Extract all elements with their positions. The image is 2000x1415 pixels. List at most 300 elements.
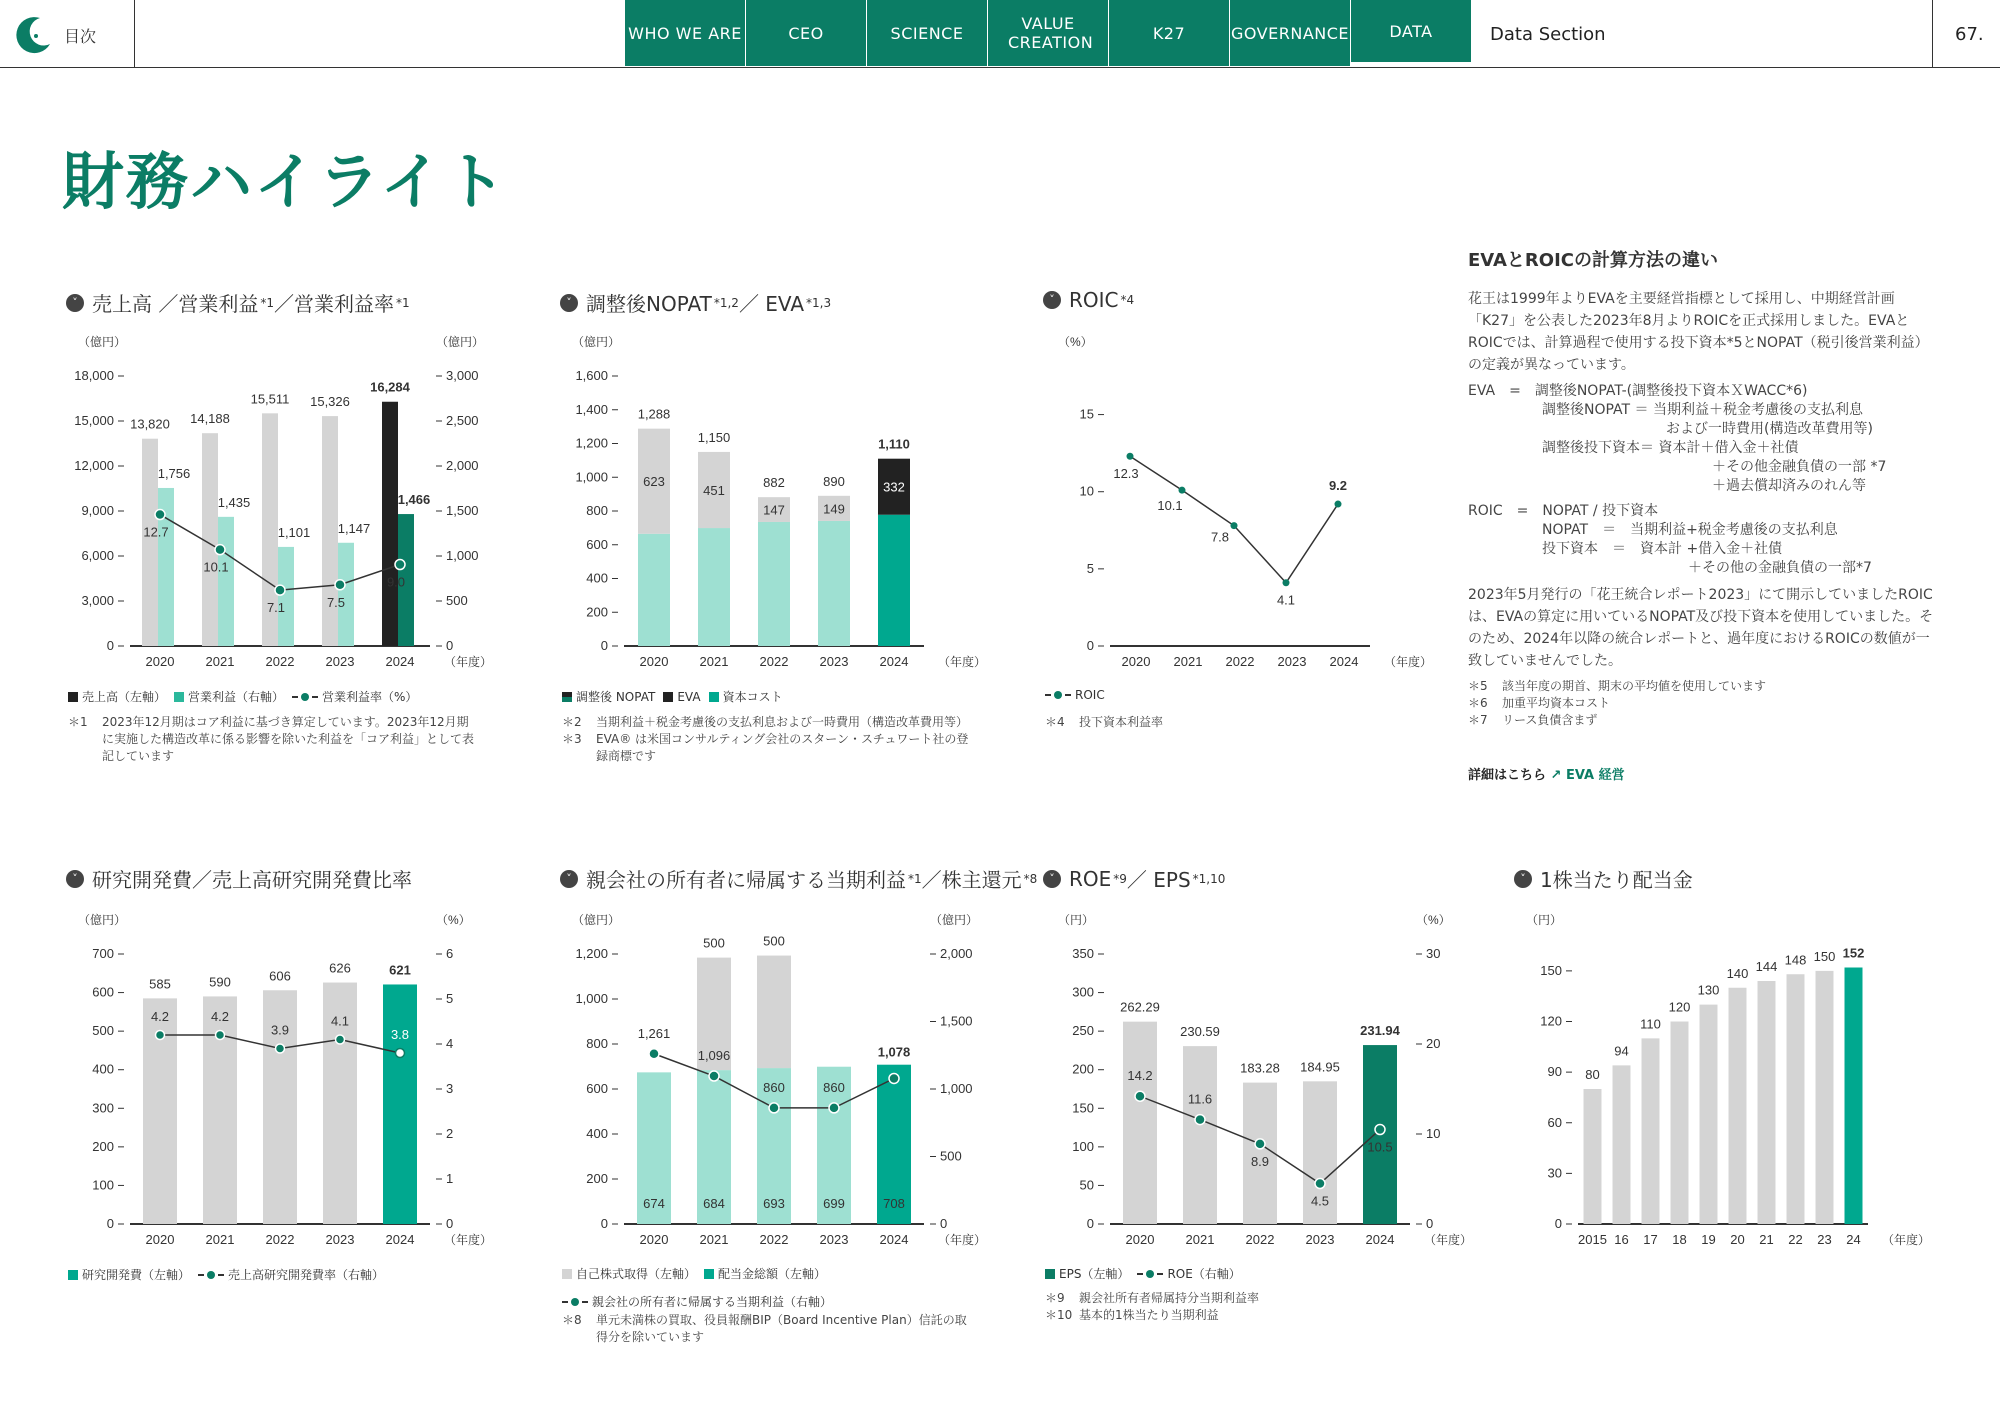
panel-title-text: ROIC <box>1069 288 1119 312</box>
data-label: 860 <box>823 1079 845 1095</box>
bar-eps <box>1183 1046 1217 1224</box>
data-label: 230.59 <box>1180 1024 1220 1040</box>
data-label: 626 <box>329 960 351 976</box>
footnote-ref: *1 <box>396 295 410 310</box>
tick-label-right: 6 <box>446 946 454 961</box>
tick-label-left: 0 <box>1086 638 1094 653</box>
x-tick-label: 2021 <box>699 654 729 669</box>
data-label: 15,511 <box>250 391 290 407</box>
tick-label-right: 0 <box>1426 1216 1434 1231</box>
note-text: 該当年度の期首、期末の平均値を使用しています <box>1502 679 1767 693</box>
formula-line: 投下資本 ＝ 資本計 +借入金＋社債 <box>1542 541 1783 557</box>
note-mark: ＊2 <box>562 715 582 729</box>
note-mark: ＊5 <box>1468 679 1488 693</box>
axis-unit-right: （億円） <box>930 913 979 927</box>
formula-line: 調整後投下資本＝ 資本計＋借入金＋社債 <box>1542 440 1799 456</box>
data-label: 11.6 <box>1187 1091 1213 1107</box>
formula-line: NOPAT ＝ 当期利益+税金考慮後の支払利息 <box>1542 522 1838 538</box>
net-income-point <box>889 1073 899 1083</box>
divider <box>134 0 135 68</box>
x-tick-label: 2023 <box>325 654 355 669</box>
x-tick-label: 2022 <box>1245 1232 1275 1247</box>
panel-title-text: ／営業利益率 <box>274 292 394 316</box>
legend-swatch <box>562 1269 572 1279</box>
eva-link[interactable] <box>1468 764 1625 783</box>
bar-dividend <box>1700 1005 1718 1224</box>
bar-sales <box>202 433 218 646</box>
tick-label-left: 150 <box>1072 1100 1094 1116</box>
axis-unit-left: （%） <box>1058 335 1093 349</box>
roe-point <box>1255 1139 1265 1149</box>
footnote-ref: *1 <box>260 295 274 310</box>
chevron-down-icon: ˅ <box>66 870 84 888</box>
legend-swatch <box>68 692 78 702</box>
net-income-point <box>829 1103 839 1113</box>
net-income-point <box>709 1071 719 1081</box>
x-tick-label: 2024 <box>879 654 909 669</box>
tick-label-left: 0 <box>1554 1216 1562 1231</box>
tick-label-left: 400 <box>586 570 608 586</box>
data-label: 1,101 <box>277 524 311 540</box>
legend-label: ROIC <box>1075 688 1105 702</box>
info-notes <box>1468 678 1936 729</box>
legend-label: 自己株式取得（左軸） <box>576 1267 697 1281</box>
data-label: 500 <box>763 933 785 949</box>
legend-rd <box>68 1266 488 1283</box>
x-axis-unit: （年度） <box>938 655 987 669</box>
panel-title-text: 研究開発費／売上高研究開発費比率 <box>92 868 412 892</box>
legend-netincome <box>562 1264 982 1312</box>
x-tick-label: 2024 <box>1329 654 1359 669</box>
x-tick-label: 21 <box>1759 1232 1774 1247</box>
legend-swatch <box>174 692 184 702</box>
nav-ceo[interactable]: CEO <box>746 0 867 66</box>
x-tick-label: 20 <box>1730 1232 1745 1247</box>
nav-governance[interactable]: GOVERNANCE <box>1230 0 1351 66</box>
eva-formula <box>1468 382 1936 496</box>
data-label: 150 <box>1813 948 1836 964</box>
axis-unit-left: （円） <box>1058 913 1095 927</box>
note-mark: ＊3 <box>562 732 582 746</box>
x-axis-unit: （年度） <box>938 1233 987 1247</box>
tick-label-right: 3 <box>446 1081 454 1096</box>
data-label: 130 <box>1697 982 1720 998</box>
data-label: 147 <box>763 502 785 518</box>
footnote-ref: *1 <box>908 871 922 886</box>
x-tick-label: 2021 <box>205 1232 235 1247</box>
main-nav <box>625 0 1472 66</box>
data-label: 110 <box>1640 1016 1661 1032</box>
chevron-down-icon: ˅ <box>1043 870 1061 888</box>
legend-label: 営業利益率（%） <box>322 690 418 704</box>
data-label: 9.2 <box>1328 478 1348 494</box>
notes-roe <box>1045 1290 1425 1324</box>
panel-title-netincome[interactable] <box>560 864 1037 893</box>
toc-link[interactable]: 目次 <box>64 27 97 46</box>
legend-line-icon <box>292 692 318 702</box>
legend-label: 研究開発費（左軸） <box>82 1268 191 1282</box>
data-label: 585 <box>149 976 171 992</box>
legend-nopat <box>562 688 982 705</box>
info-intro: 花王は1999年よりEVAを主要経営指標として採用し、中期経営計画「K27」を公表した2023年8月よりROICを正式採用しました。EVAとROICでは、計算過程で使用する投下資本*5とNOPAT（税引後営業利益）の定義が異なっています。 <box>1468 291 1929 373</box>
chevron-down-icon: ˅ <box>1514 870 1532 888</box>
bar-dividend <box>1758 981 1776 1224</box>
notes-netincome <box>562 1312 972 1346</box>
nav-k27[interactable]: K27 <box>1109 0 1230 66</box>
legend-swatch <box>663 692 673 702</box>
data-label: 183.28 <box>1240 1060 1280 1076</box>
legend-label: EVA <box>677 689 701 704</box>
data-label: 80 <box>1585 1067 1600 1082</box>
x-tick-label: 2020 <box>145 654 175 669</box>
nav-who-we-are[interactable]: WHO WE ARE <box>625 0 746 66</box>
data-label: 7.5 <box>326 594 346 610</box>
data-label: 14.2 <box>1127 1068 1153 1084</box>
info-body <box>1468 288 1936 729</box>
x-tick-label: 2021 <box>699 1232 729 1247</box>
data-label: 3.8 <box>390 1027 410 1042</box>
tick-label-right: 0 <box>446 638 454 653</box>
chart-sales <box>60 330 493 680</box>
tick-label-left: 100 <box>1072 1138 1094 1154</box>
x-tick-label: 2024 <box>879 1232 909 1247</box>
note-text: リース負債含まず <box>1502 713 1598 727</box>
legend-roe <box>1045 1265 1465 1282</box>
data-label: 262.29 <box>1120 999 1160 1015</box>
x-tick-label: 2021 <box>205 654 235 669</box>
x-tick-label: 2021 <box>1173 654 1203 669</box>
tick-label-left: 0 <box>1086 1216 1094 1231</box>
data-label: 1,096 <box>697 1048 731 1064</box>
tick-label-left: 300 <box>1072 984 1094 1000</box>
chevron-down-icon: ˅ <box>66 294 84 312</box>
data-label: 10.5 <box>1367 1139 1393 1155</box>
data-label: 13,820 <box>130 416 170 432</box>
footnote-ref: *1,10 <box>1192 871 1226 886</box>
panel-title-sales[interactable] <box>66 288 410 317</box>
tick-label-left: 350 <box>1072 946 1094 961</box>
x-tick-label: 22 <box>1788 1232 1803 1247</box>
tick-label-left: 500 <box>92 1023 114 1039</box>
data-label: 1,756 <box>157 465 191 481</box>
panel-title-roic[interactable] <box>1043 288 1134 312</box>
tick-label-right: 500 <box>446 593 468 608</box>
x-tick-label: 17 <box>1643 1232 1658 1247</box>
note-mark: ＊7 <box>1468 713 1488 727</box>
note-text: 単元未満株の買取、役員報酬BIP（Board Incentive Plan）信託の取得分を除いています <box>596 1313 967 1344</box>
data-label: 184.95 <box>1300 1059 1340 1075</box>
tick-label-left: 6,000 <box>81 548 114 563</box>
nav-science[interactable]: SCIENCE <box>867 0 988 66</box>
data-label: 590 <box>209 974 231 990</box>
formula-line: 調整後NOPAT ＝ 当期利益＋税金考慮後の支払利息 <box>1542 402 1863 418</box>
tick-label-left: 400 <box>586 1126 608 1141</box>
tick-label-left: 12,000 <box>74 458 114 473</box>
bar-capital-cost <box>818 521 850 646</box>
data-label: 4.1 <box>1276 592 1296 608</box>
chart-roic <box>1040 330 1433 680</box>
panel-title-rd[interactable] <box>66 864 412 893</box>
legend-swatch <box>709 692 719 702</box>
bar-op-income <box>218 517 234 646</box>
axis-unit-left: （億円） <box>572 913 621 927</box>
bar-dividend <box>1642 1038 1660 1224</box>
data-label: 1,078 <box>877 1044 911 1060</box>
tick-label-left: 1,200 <box>575 435 608 451</box>
notes-roic <box>1045 714 1405 731</box>
formula-line: EVA = 調整後NOPAT-(調整後投下資本ＸWACC*6) <box>1468 383 1808 399</box>
tick-label-left: 800 <box>586 503 608 518</box>
note-text: 親会社所有者帰属持分当期利益率 <box>1079 1291 1260 1305</box>
tick-label-left: 1,400 <box>575 401 608 417</box>
roic-point <box>1335 501 1342 508</box>
data-label: 4.1 <box>330 1013 350 1029</box>
x-tick-label: 18 <box>1672 1232 1687 1247</box>
notes-nopat <box>562 714 972 765</box>
tick-label-left: 100 <box>92 1177 114 1193</box>
tick-label-left: 90 <box>1547 1064 1562 1080</box>
x-tick-label: 2022 <box>265 654 295 669</box>
note-text: EVA® は米国コンサルティング会社のスターン・スチュワート社の登録商標です <box>596 732 969 763</box>
legend-label: 営業利益（右軸） <box>188 690 285 704</box>
legend-label: EPS（左軸） <box>1059 1267 1130 1281</box>
tick-label-left: 600 <box>586 536 608 552</box>
tick-label-left: 9,000 <box>81 503 114 518</box>
op-margin-point <box>395 560 405 570</box>
roe-point <box>1375 1125 1385 1135</box>
bar-dividend <box>1816 971 1834 1224</box>
external-link-icon: ↗ <box>1550 768 1562 783</box>
tick-label-right: 2,500 <box>446 413 479 428</box>
nav-value-creation[interactable] <box>988 0 1109 66</box>
legend-roic <box>1045 688 1465 702</box>
data-label: 149 <box>823 501 845 517</box>
axis-unit-left: （億円） <box>572 335 621 349</box>
bar-dividend <box>1584 1089 1602 1224</box>
rd-ratio-point <box>156 1031 165 1040</box>
tick-label-left: 0 <box>106 1216 114 1231</box>
tick-label-right: 5 <box>446 991 454 1006</box>
tick-label-right: 0 <box>940 1216 948 1231</box>
tick-label-left: 200 <box>586 1171 608 1186</box>
roe-point <box>1135 1091 1145 1101</box>
note-text: 加重平均資本コスト <box>1502 696 1611 710</box>
bar-sales <box>142 439 158 646</box>
legend-line-icon <box>1045 690 1071 700</box>
x-tick-label: 2023 <box>819 654 849 669</box>
note-mark: ＊10 <box>1045 1308 1073 1322</box>
page-number: 67. <box>1955 24 1984 45</box>
note-mark: ＊8 <box>562 1313 582 1327</box>
tick-label-right: 1,000 <box>446 548 479 563</box>
roic-point <box>1231 522 1238 529</box>
tick-label-right: 500 <box>940 1148 962 1164</box>
roic-point <box>1127 453 1134 460</box>
page-title: 財務ハイライト <box>62 145 509 218</box>
legend-line-icon <box>198 1270 224 1280</box>
data-label: 12.7 <box>143 524 169 540</box>
data-label: 140 <box>1726 965 1749 981</box>
data-label: 14,188 <box>190 411 230 427</box>
x-tick-label: 2020 <box>1121 654 1151 669</box>
tick-label-right: 20 <box>1426 1036 1441 1051</box>
note-text: 投下資本利益率 <box>1079 715 1164 729</box>
axis-unit-left: （億円） <box>78 335 127 349</box>
tick-label-left: 0 <box>106 638 114 653</box>
info-title: EVAとROICの計算方法の違い <box>1468 250 1719 271</box>
nav-data[interactable]: DATA <box>1351 0 1472 66</box>
net-income-point <box>769 1103 779 1113</box>
link-prefix: 詳細はこちら <box>1468 768 1547 783</box>
bar-capital-cost <box>698 528 730 646</box>
x-tick-label: 2021 <box>1185 1232 1215 1247</box>
section-label: Data Section <box>1490 24 1606 45</box>
roic-point <box>1283 579 1290 586</box>
nav-value-creation-label: VALUE CREATION <box>1008 14 1094 52</box>
tick-label-left: 10 <box>1079 483 1094 499</box>
panel-title-nopat[interactable] <box>560 288 831 317</box>
bar-rd <box>383 984 417 1224</box>
panel-title-dividend[interactable] <box>1514 864 1693 893</box>
tick-label-left: 600 <box>92 984 114 1000</box>
tick-label-left: 700 <box>92 946 114 961</box>
info-body-text: 2023年5月発行の「花王統合レポート2023」にて開示していましたROICは、EVAの算定に用いているNOPAT及び投下資本を使用していました。そのため、2024年以降の統合レポートと、過年度におけるROICの数値が一致していませんでした。 <box>1468 587 1934 669</box>
x-tick-label: 19 <box>1701 1232 1716 1247</box>
x-axis-unit: （年度） <box>1384 655 1433 669</box>
tick-label-left: 5 <box>1086 560 1094 576</box>
data-label: 1,288 <box>637 406 671 422</box>
bar-capital-cost <box>878 515 910 646</box>
bar-eps <box>1123 1022 1157 1224</box>
tick-label-left: 1,000 <box>575 469 608 485</box>
data-label: 148 <box>1784 952 1807 968</box>
panel-title-text: ／ EPS <box>1126 868 1191 892</box>
x-tick-label: 2020 <box>639 654 669 669</box>
axis-unit-right: （億円） <box>436 335 485 349</box>
chart-dividend <box>1508 908 1938 1258</box>
footnote-ref: *1,3 <box>806 295 832 310</box>
tick-label-left: 0 <box>600 638 608 653</box>
data-label: 623 <box>643 474 665 490</box>
legend-swatch <box>68 1270 78 1280</box>
axis-unit-right: （%） <box>436 913 471 927</box>
bar-capital-cost <box>638 534 670 646</box>
x-tick-label: 2020 <box>1125 1232 1155 1247</box>
panel-title-text: ／株主還元 <box>921 868 1022 892</box>
tick-label-right: 4 <box>446 1036 454 1051</box>
panel-title-roe[interactable] <box>1043 864 1225 893</box>
data-label: 94 <box>1614 1043 1629 1059</box>
tick-label-left: 200 <box>92 1138 114 1154</box>
panel-title-text: 親会社の所有者に帰属する当期利益 <box>586 868 906 892</box>
data-label: 144 <box>1755 959 1778 974</box>
tick-label-right: 3,000 <box>446 368 479 383</box>
bar-dividend <box>1787 974 1805 1224</box>
tick-label-left: 200 <box>586 604 608 620</box>
data-label: 1,261 <box>637 1025 671 1041</box>
axis-unit-left: （円） <box>1526 913 1563 927</box>
legend-label: 売上高研究開発費率（右軸） <box>228 1268 385 1282</box>
tick-label-left: 50 <box>1079 1177 1094 1193</box>
axis-unit-right: （%） <box>1416 913 1451 927</box>
legend-line-icon <box>562 1297 588 1307</box>
chart-netincome <box>554 908 987 1258</box>
data-label: 8.9 <box>1250 1153 1270 1169</box>
tick-label-left: 15,000 <box>74 413 114 428</box>
roic-point <box>1179 487 1186 494</box>
op-margin-point <box>155 510 165 520</box>
tick-label-right: 10 <box>1426 1126 1441 1141</box>
tick-label-right: 1,000 <box>940 1081 973 1096</box>
bar-dividend <box>1613 1065 1631 1224</box>
x-axis-unit: （年度） <box>1424 1233 1473 1247</box>
data-label: 4.2 <box>150 1009 170 1024</box>
moon-logo-icon[interactable] <box>10 14 54 58</box>
tick-label-right: 1 <box>446 1171 454 1186</box>
chevron-down-icon: ˅ <box>560 870 578 888</box>
rd-ratio-point <box>396 1049 405 1058</box>
data-label: 16,284 <box>370 379 410 395</box>
formula-line: ＋その他金融負債の一部 *7 <box>1712 459 1887 475</box>
data-label: 152 <box>1842 945 1865 961</box>
x-tick-label: 2024 <box>385 654 415 669</box>
x-tick-label: 24 <box>1846 1232 1861 1247</box>
data-label: 699 <box>823 1196 845 1211</box>
data-label: 1,147 <box>337 520 371 536</box>
x-tick-label: 2020 <box>145 1232 175 1247</box>
rd-ratio-point <box>276 1044 285 1053</box>
data-label: 451 <box>703 482 725 498</box>
data-label: 860 <box>763 1079 785 1095</box>
tick-label-left: 0 <box>600 1216 608 1231</box>
data-label: 1,435 <box>217 494 251 510</box>
legend-swatch <box>1045 1269 1055 1279</box>
data-label: 1,150 <box>697 429 731 445</box>
roe-point <box>1195 1115 1205 1125</box>
tick-label-left: 250 <box>1072 1023 1094 1039</box>
tick-label-left: 18,000 <box>74 368 114 383</box>
roic-formula <box>1468 502 1936 578</box>
rd-ratio-point <box>336 1035 345 1044</box>
data-label: 684 <box>703 1196 725 1211</box>
tick-label-left: 1,600 <box>575 368 608 383</box>
tick-label-right: 2 <box>446 1126 454 1141</box>
op-margin-point <box>215 545 225 555</box>
chart-rd <box>60 908 493 1258</box>
x-tick-label: 16 <box>1614 1232 1629 1247</box>
panel-title-text: 調整後NOPAT <box>586 292 712 316</box>
bar-capital-cost <box>758 522 790 646</box>
tick-label-left: 300 <box>92 1100 114 1116</box>
data-label: 7.8 <box>1210 529 1230 545</box>
note-mark: ＊1 <box>68 715 88 729</box>
data-label: 10.1 <box>1157 498 1183 514</box>
data-label: 10.1 <box>203 559 229 575</box>
data-label: 332 <box>883 479 905 495</box>
x-axis-unit: （年度） <box>1882 1233 1931 1247</box>
formula-line: ＋過去償却済みのれん等 <box>1712 478 1866 494</box>
note-text: 2023年12月期はコア利益に基づき算定しています。2023年12月期に実施した構造改革に係る影響を除いた利益を「コア利益」として表記しています <box>102 715 475 763</box>
rd-ratio-point <box>216 1031 225 1040</box>
footnote-ref: *9 <box>1113 871 1127 886</box>
x-tick-label: 2024 <box>1365 1232 1395 1247</box>
data-label: 882 <box>763 475 785 491</box>
tick-label-right: 2,000 <box>940 946 973 961</box>
tick-label-left: 15 <box>1079 406 1094 422</box>
formula-line: ＋その他の金融負債の一部*7 <box>1688 560 1872 576</box>
x-tick-label: 2024 <box>385 1232 415 1247</box>
data-label: 606 <box>269 968 291 984</box>
